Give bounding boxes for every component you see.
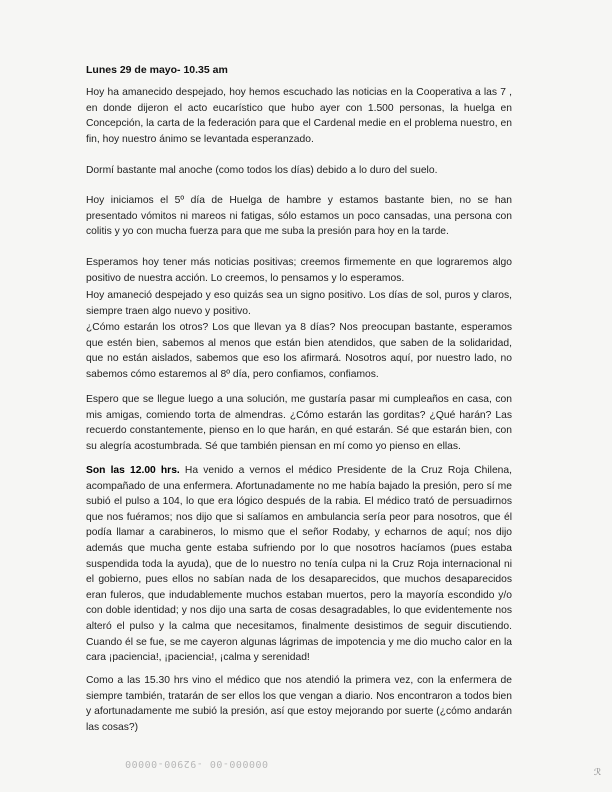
corner-mark: ℛ [594,768,602,778]
paragraph-8-body: Ha venido a vernos el médico Presidente de la Cruz Roja Chilena, acompañado de una enfermera. Afortunadamente no me había bajado la presión, pero sí me subió el pulso a 104, lo que era lógico después de la rabia. El médico trató de persuadirnos que nos fuéramos; nos dijo que si salíamos en ambulancia sería peor para nosotros, que él podía llamar a carabineros, lo mismo que el señor Rodaby, y echarnos de aquí; nos dijo además que mucha gente estaba sufriendo por lo que nosotros hacíamos (pues estaba suspendida toda la ayuda), que de lo nuestro no tenía culpa ni la Cruz Roja internacional ni el gobierno, pues ellos no sabían nada de los desaparecidos, que muchos desaparecidos eran fuleros, que indudablemente muchos estaban muertos, pero la mayoría escondido y/o con doble identidad; y nos dijo una sarta de cosas desagradables, lo que evidentemente nos alteró el pulso y la calma que necesitamos, finalmente desistimos de seguir discutiendo. Cuando él se fue, se me cayeron algunas lágrimas de impotencia y me dio mucho calor en la cara ¡paciencia!, ¡paciencia!, ¡calma y serenidad! [86,465,512,664]
paragraph-7: Espero que se llegue luego a una solución, me gustaría pasar mi cumpleaños en casa, con mis amigas, comiendo torta de almendras. ¿Cómo estarán las gorditas? ¿Qué harán? Las recuerdo constantemente, pienso en lo que harán, en qué estarán. Sé que estarán bien, con su alegría acostumbrada. Sé que también piensan en mí como yo pienso en ellas. [86,394,512,452]
diary-entry-heading: Lunes 29 de mayo- 10.35 am [86,64,228,76]
paragraph-1: Hoy ha amanecido despejado, hoy hemos escuchado las noticias en la Cooperativa a las 7 , en donde dijeron el acto eucarístico que hubo ayer con 1.500 personas, la huelga en Concepción, la carta de la federación para que el Cardenal medie en el problema nuestro, en fin, hoy nuestro ánimo se levantada esperanzado. [86,87,512,145]
paragraph-5: Hoy amaneció despejado y eso quizás sea un signo positivo. Los días de sol, puros y claros, siempre traen algo nuevo y positivo. [86,290,512,317]
paragraph-2: Dormí bastante mal anoche (como todos los días) debido a lo duro del suelo. [86,165,438,176]
paragraph-4: Esperamos hoy tener más noticias positivas; creemos firmemente en que lograremos algo positivo de nuestra acción. Lo creemos, lo pensamos y lo esperamos. [86,257,512,284]
paragraph-3: Hoy iniciamos el 5º día de Huelga de hambre y estamos bastante bien, no se han presentado vómitos ni mareos ni fatigas, sólo estamos un poco cansadas, una persona con colitis y yo con mucha fuerza para que me suba la presión para hoy en la tarde. [86,195,512,238]
archive-stamp: 000000-00 -92900-00000 [124,758,268,769]
paragraph-6: ¿Cómo estarán los otros? Los que llevan ya 8 días? Nos preocupan bastante, esperamos que estén bien, sabemos al menos que están bien atendidos, que saben de la solidaridad, que no están aislados, sabemos que eso los afirmará. Nosotros aquí, por nuestro lado, no sabemos cómo estaremos al 8º día, pero confiamos, confiamos. [86,322,512,380]
paragraph-9: Como a las 15.30 hrs vino el médico que nos atendió la primera vez, con la enfermera de siempre también, tratarán de ser ellos los que vengan a diario. Nos encontraron a todos bien y afortunadamente me subió la presión, así que estoy mejorando por suerte (¿cómo andarán las cosas?) [86,675,512,733]
paragraph-8 [86,463,512,666]
paragraph-8-time: Son las 12.00 hrs. [86,465,180,476]
